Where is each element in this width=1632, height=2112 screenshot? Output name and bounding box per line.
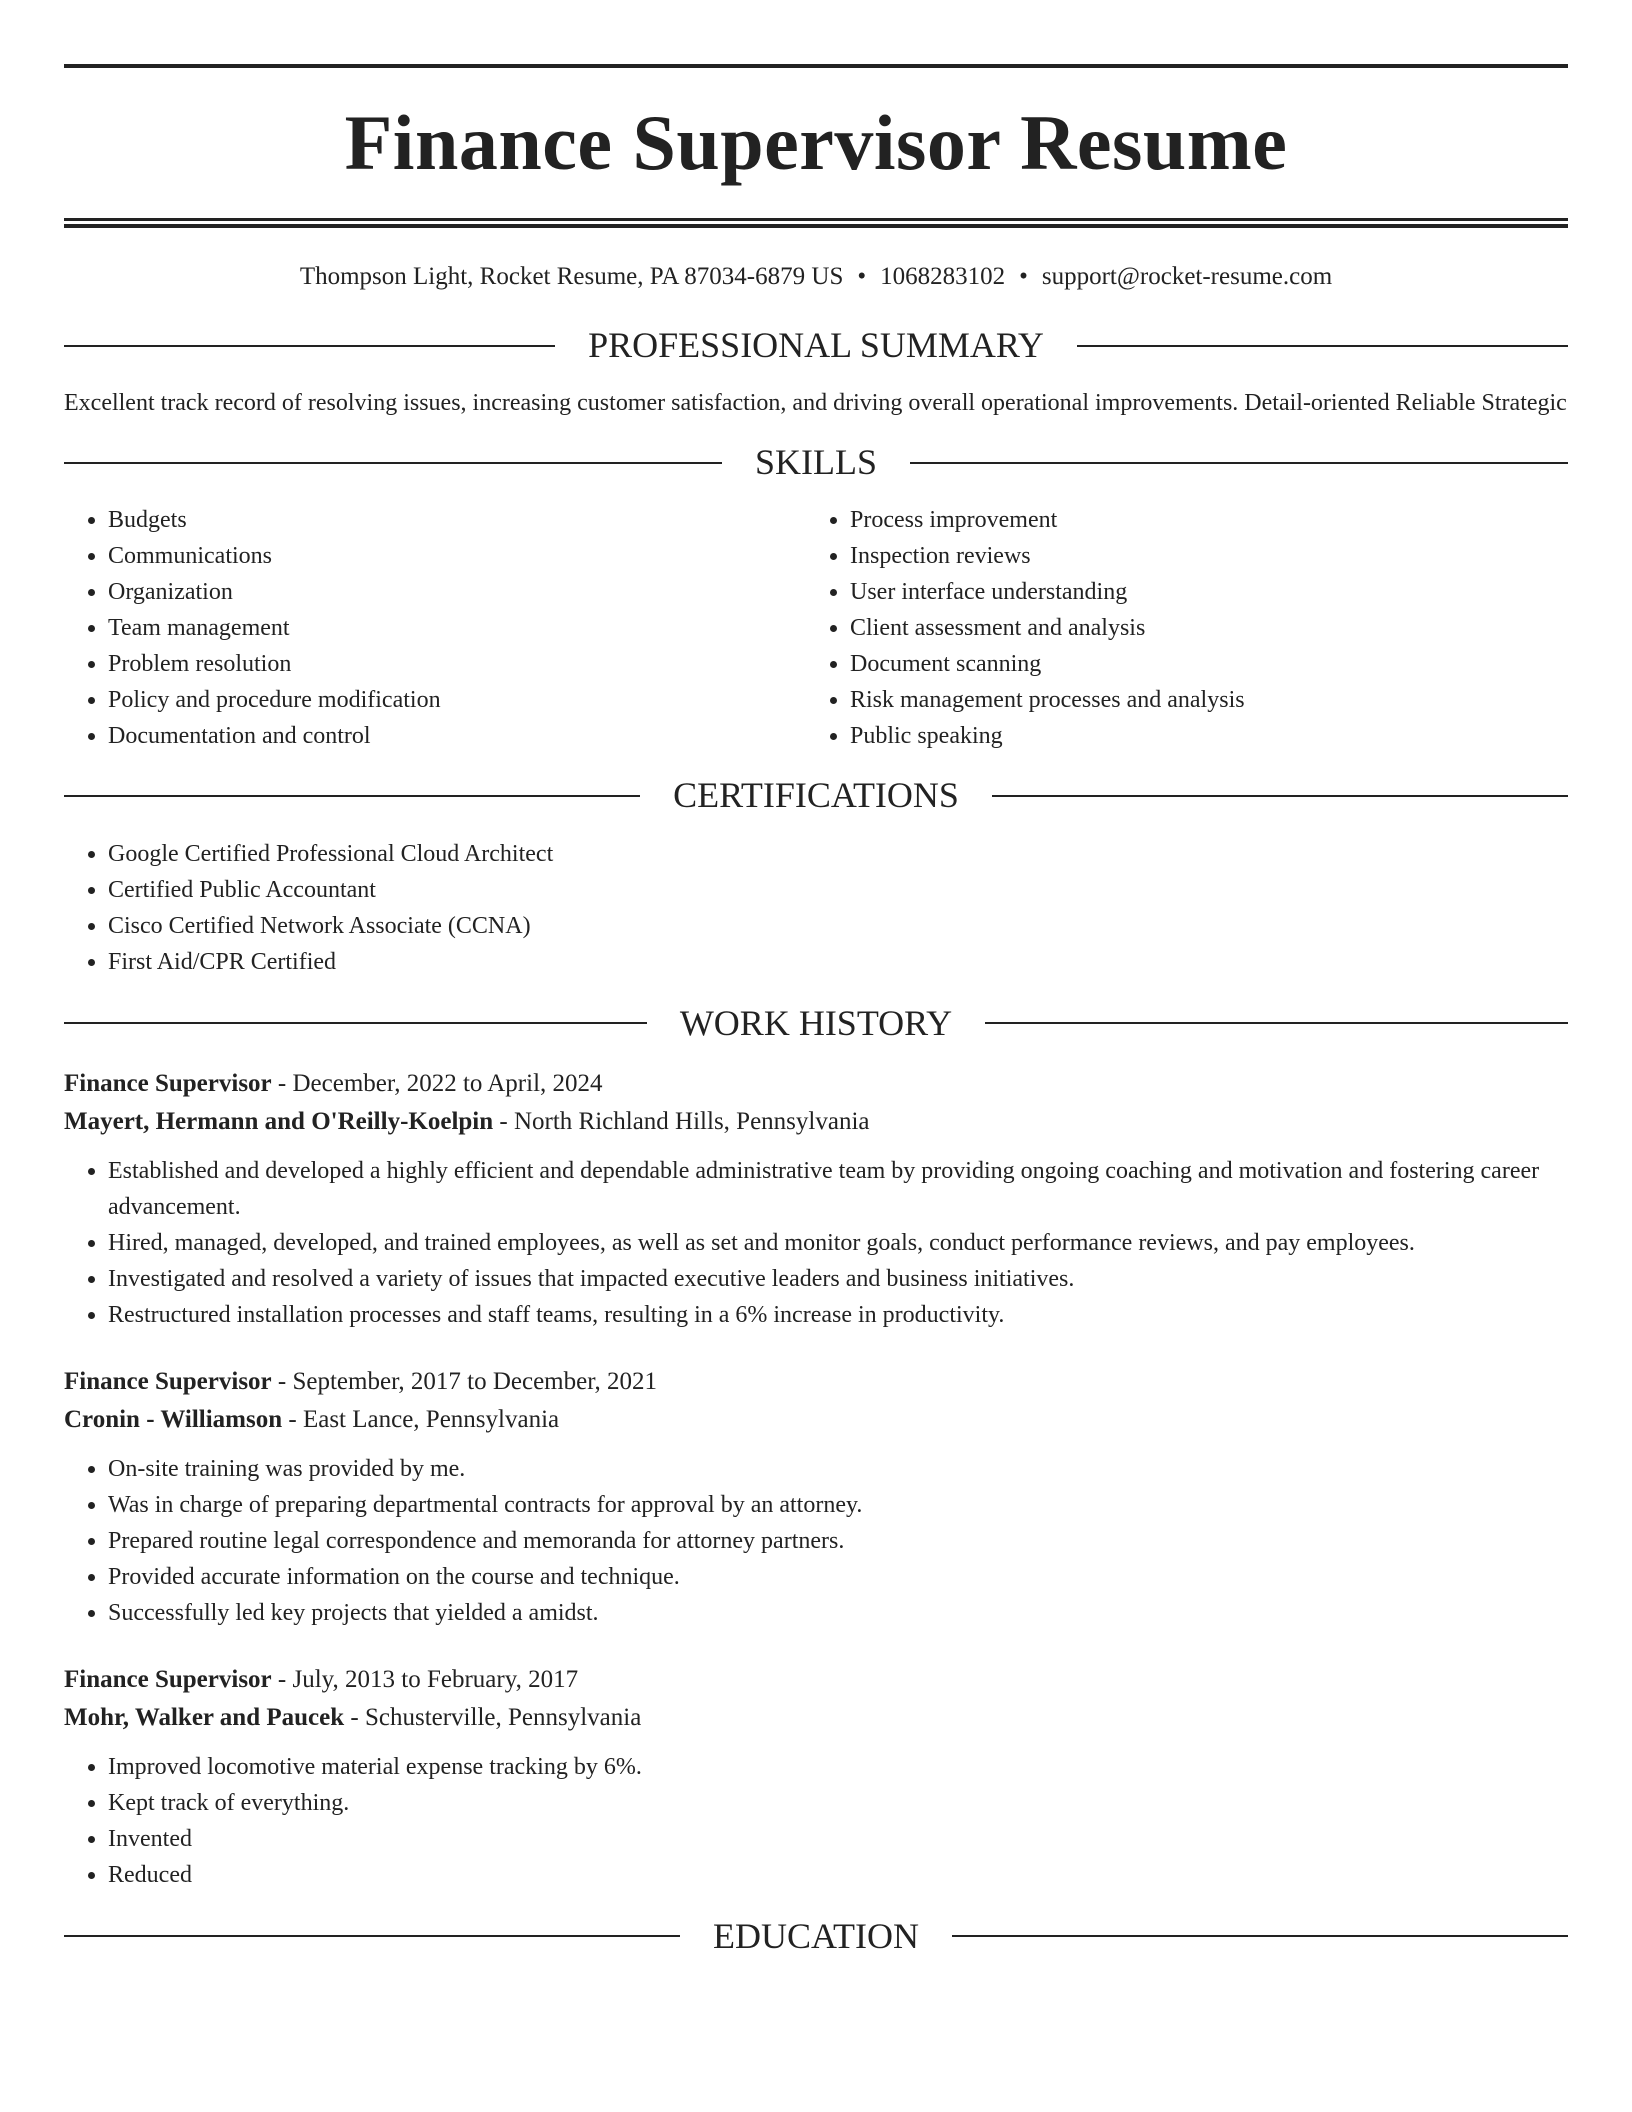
page-title: Finance Supervisor Resume: [344, 99, 1288, 186]
job-bullet: • Prepared routine legal correspondence and memoranda for attorney partners.: [108, 1523, 1568, 1559]
section-rule: [64, 1022, 647, 1024]
job-title-line: [64, 1661, 1568, 1699]
job-company: Mohr, Walker and Paucek: [64, 1703, 345, 1731]
skill-item: • Problem resolution: [108, 646, 806, 682]
skill-item: • Inspection reviews: [850, 538, 1568, 574]
job-dates: - September, 2017 to December, 2021: [271, 1367, 658, 1395]
section-header-work: [64, 1002, 1568, 1045]
job-company: Mayert, Hermann and O'Reilly-Koelpin: [64, 1107, 494, 1135]
skills-list-left: [64, 502, 806, 754]
work-history-list: [64, 1065, 1568, 1893]
section-rule: [64, 795, 640, 797]
job-company-line: [64, 1699, 1568, 1737]
section-rule: [952, 1935, 1568, 1937]
skill-item: • Process improvement: [850, 502, 1568, 538]
section-rule: [1077, 345, 1568, 347]
contact-separator: •: [857, 263, 867, 290]
job-bullet: • Established and developed a highly efficient and dependable administrative team by providing ongoing coaching and motivation and fostering career advancement.: [108, 1153, 1568, 1225]
skill-item: • Organization: [108, 574, 806, 610]
job-bullet: • Hired, managed, developed, and trained employees, as well as set and monitor goals, conduct performance reviews, and pay employees.: [108, 1225, 1568, 1261]
job-location: - East Lance, Pennsylvania: [282, 1405, 560, 1433]
section-title: EDUCATION: [713, 1915, 919, 1956]
contact-line: [64, 262, 1568, 292]
skill-item: • Documentation and control: [108, 718, 806, 754]
section-title: CERTIFICATIONS: [673, 775, 959, 816]
job-bullet: • Provided accurate information on the course and technique.: [108, 1559, 1568, 1595]
job-title: Finance Supervisor: [64, 1069, 272, 1097]
certification-item: • Cisco Certified Network Associate (CCNA): [108, 908, 1568, 944]
section-header-certifications: [64, 774, 1568, 817]
job-title-line: [64, 1363, 1568, 1401]
section-rule: [64, 1935, 680, 1937]
section-rule: [64, 462, 722, 464]
section-title: WORK HISTORY: [679, 1002, 953, 1043]
skill-item: • Team management: [108, 610, 806, 646]
resume-page: [64, 64, 1568, 1958]
skills-grid: [64, 502, 1568, 754]
summary-text: Excellent track record of resolving issues, increasing customer satisfaction, and driving overall operational improvements. Detail-oriented Reliable Strategic: [64, 390, 1567, 417]
section-title: PROFESSIONAL SUMMARY: [588, 325, 1044, 365]
section-rule: [985, 1022, 1568, 1024]
certification-item: • First Aid/CPR Certified: [108, 944, 1568, 980]
job-dates: - December, 2022 to April, 2024: [271, 1069, 603, 1097]
job-bullet: • Improved locomotive material expense tracking by 6%.: [108, 1749, 1568, 1785]
job-bullets: [64, 1451, 1568, 1631]
skill-item: • Policy and procedure modification: [108, 682, 806, 718]
section-header-education: [64, 1915, 1568, 1958]
job-bullets: [64, 1153, 1568, 1333]
skill-item: • Budgets: [108, 502, 806, 538]
section-rule: [910, 462, 1568, 464]
certifications-list: [64, 836, 1568, 980]
section-header-summary: [64, 324, 1568, 367]
skill-item: • Document scanning: [850, 646, 1568, 682]
job-bullet: • Successfully led key projects that yielded a amidst.: [108, 1595, 1568, 1631]
title-double-rule: [64, 218, 1568, 228]
top-rule: [64, 64, 1568, 68]
job-company-line: [64, 1401, 1568, 1439]
job-location: - North Richland Hills, Pennsylvania: [493, 1107, 870, 1135]
job-bullet: • Kept track of everything.: [108, 1785, 1568, 1821]
job-title-line: [64, 1065, 1568, 1103]
job-location: - Schusterville, Pennsylvania: [344, 1703, 642, 1731]
job-bullet: • Reduced: [108, 1857, 1568, 1893]
job-bullet: • Was in charge of preparing departmental contracts for approval by an attorney.: [108, 1487, 1568, 1523]
certification-item: • Google Certified Professional Cloud Architect: [108, 836, 1568, 872]
job-entry: [64, 1661, 1568, 1893]
skill-item: • Communications: [108, 538, 806, 574]
job-dates: - July, 2013 to February, 2017: [271, 1665, 579, 1693]
job-company: Cronin - Williamson: [64, 1405, 283, 1433]
job-entry: [64, 1065, 1568, 1333]
skill-item: • Risk management processes and analysis: [850, 682, 1568, 718]
job-bullets: [64, 1749, 1568, 1893]
skill-item: • User interface understanding: [850, 574, 1568, 610]
contact-email: support@rocket-resume.com: [1041, 263, 1333, 290]
job-bullet: • Restructured installation processes and staff teams, resulting in a 6% increase in productivity.: [108, 1297, 1568, 1333]
job-title: Finance Supervisor: [64, 1367, 272, 1395]
section-header-skills: [64, 441, 1568, 484]
job-entry: [64, 1363, 1568, 1631]
job-bullet: • Invented: [108, 1821, 1568, 1857]
skill-item: • Public speaking: [850, 718, 1568, 754]
contact-address: Thompson Light, Rocket Resume, PA 87034-6879 US: [299, 263, 844, 290]
job-bullet: • Investigated and resolved a variety of issues that impacted executive leaders and business initiatives.: [108, 1261, 1568, 1297]
section-title: SKILLS: [755, 442, 878, 483]
job-bullet: • On-site training was provided by me.: [108, 1451, 1568, 1487]
skills-list-right: [806, 502, 1568, 754]
certification-item: • Certified Public Accountant: [108, 872, 1568, 908]
skill-item: • Client assessment and analysis: [850, 610, 1568, 646]
job-company-line: [64, 1103, 1568, 1141]
section-rule: [992, 795, 1568, 797]
contact-separator: •: [1019, 263, 1028, 290]
contact-phone: 1068283102: [880, 263, 1006, 290]
section-rule: [64, 345, 555, 347]
job-title: Finance Supervisor: [64, 1665, 272, 1693]
